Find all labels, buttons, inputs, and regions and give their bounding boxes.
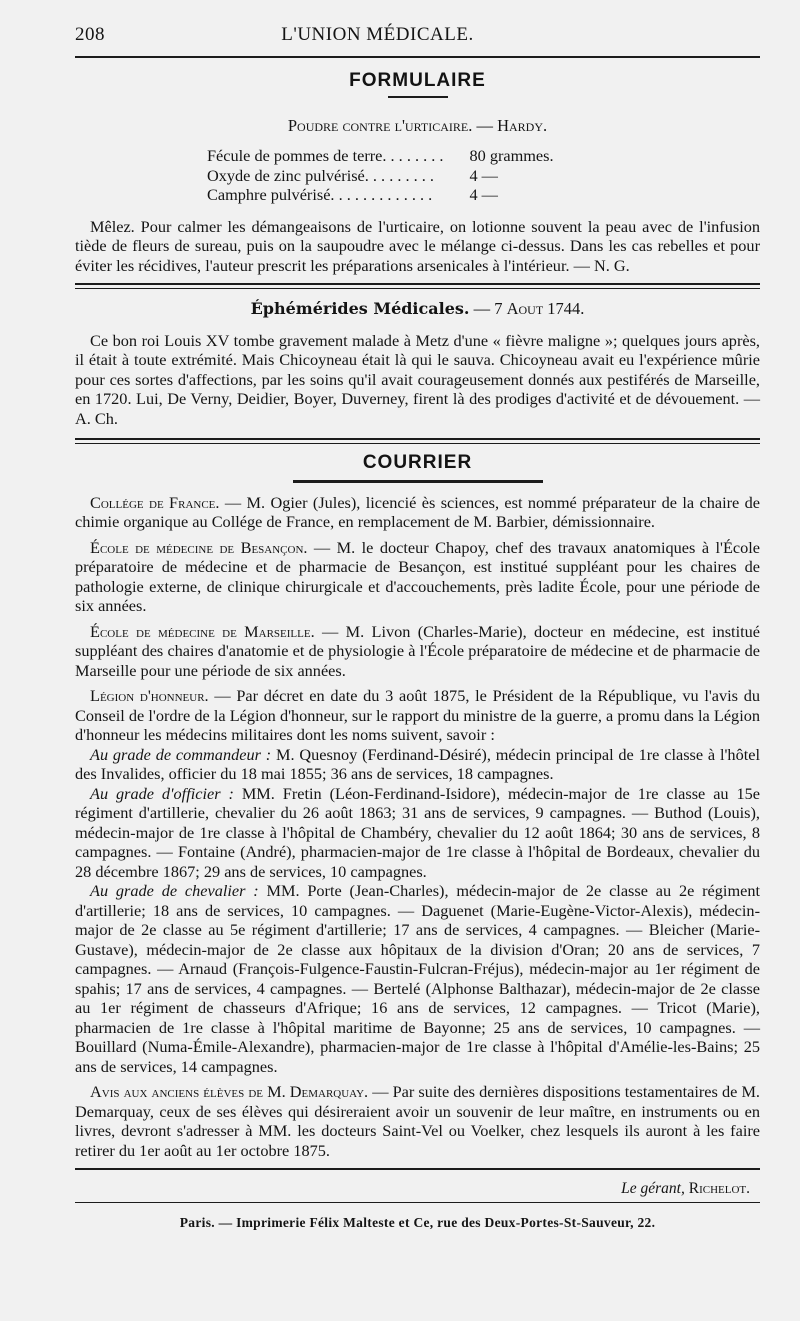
section-divider — [75, 283, 760, 289]
ingredient-name: Oxyde de zinc pulvérisé. . . . . . . . . — [207, 165, 434, 185]
formula-name: Poudre contre l'urticaire — [287, 116, 469, 135]
signature — [75, 1180, 760, 1198]
formulaire-title-rule — [388, 96, 448, 98]
courrier-legion — [75, 686, 760, 745]
ingredient-qty: 4 — — [469, 165, 498, 185]
commandeur-text: M. Quesnoy (Ferdinand-Désiré), médecin principal de 1re classe à l'hôtel des Invalides, officier du 18 mai 1855; 36 ans de services, 18 campagnes. — [75, 744, 760, 783]
journal-title: L'UNION MÉDICALE. — [281, 24, 474, 45]
formulaire-title: FORMULAIRE — [349, 70, 486, 91]
page-header — [75, 0, 760, 56]
ephemerides-date-year: 1744. — [543, 298, 585, 318]
formula-text: Mêlez. Pour calmer les démangeaisons de l'urticaire, on lotionne souvent la peau avec de l'infusion tiède de fleurs de sureau, puis on la saupoudre avec le mélange ci-dessus. Dans les cas rebelles et pour éviter les récidives, l'auteur prescrit les préparations arsenicales à l'intérieur. — N. G. — [75, 216, 760, 275]
ephemerides-heading — [75, 299, 760, 319]
ephemerides-date-month: Aout — [506, 298, 544, 318]
besancon-label: École de médecine de Besançon. — [90, 537, 308, 557]
header-rule — [75, 56, 760, 58]
ephemerides-section — [75, 299, 760, 429]
page-number: 208 — [75, 24, 105, 45]
courrier-title: COURRIER — [362, 451, 473, 473]
ephemerides-date-prefix: — 7 — [469, 298, 507, 318]
formula-sep: . — — [468, 116, 498, 135]
ingredient-qty: 80 grammes. — [469, 146, 554, 165]
officier-text: MM. Fretin (Léon-Ferdinand-Isidore), médecin-major de 1re classe au 15e régiment d'artillerie, chevalier du 26 août 1863; 31 ans de services, 9 campagnes. — Buthod (Louis), médecin-major de 1re classe à l'hôpital de Chambéry, chevalier du 12 août 1864; 30 ans de services, 8 campagnes. — Fontaine (André), pharmacien-major de 1re classe à l'hôpital de Bordeaux, chevalier du 28 décembre 1867; 29 ans de services, 10 campagnes. — [75, 783, 760, 881]
courrier-commandeur — [75, 745, 760, 784]
signature-end: . — [746, 1180, 750, 1197]
formulaire-section — [75, 70, 760, 275]
college-label: Collége de France. — [90, 492, 220, 512]
ephemerides-title: Éphémérides Médicales. — [250, 298, 470, 318]
officier-label: Au grade d'officier : — [90, 783, 234, 803]
marseille-label: École de médecine de Marseille. — [90, 621, 315, 641]
legion-text: — Par décret en date du 3 août 1875, le Président de la République, vu l'avis du Conseil de l'ordre de la Légion d'honneur, sur le rapport du ministre de la guerre, a promu dans la Légion d'honneur les médecins militaires dont les noms suivent, savoir : — [75, 686, 761, 744]
signature-role: Le gérant, — [621, 1180, 685, 1197]
imprint-rule — [75, 1202, 760, 1203]
legion-label: Légion d'honneur. — [90, 686, 209, 705]
avis-label: Avis aux anciens élèves de M. Demarquay. — [90, 1082, 369, 1101]
courrier-officier — [75, 784, 760, 882]
signature-name: Richelot — [688, 1180, 747, 1197]
section-divider — [75, 438, 760, 444]
formula-heading — [75, 116, 760, 136]
avis-text: — Par suite des dernières dispositions testamentaires de M. Demarquay, ceux de ses élèves qui désireraient avoir un souvenir de leur maître, en instruments ou en livres, devront s'adresser à MM. les docteurs Saint-Vel ou Voelker, chez lesquels ils auront à les faire retirer du 1er août au 1er octobre 1875. — [75, 1082, 760, 1160]
ingredient-row — [207, 166, 554, 186]
chevalier-text: MM. Porte (Jean-Charles), médecin-major de 2e classe au 2e régiment d'artillerie; 18 ans de services, 10 campagnes. — Daguenet (Marie-Eugène-Victor-Alexis), médecin-major de 2e classe au 5e régiment d'artillerie; 17 ans de services, 4 campagnes. — Bleicher (Marie-Gustave), médecin-major de 2e classe aux hôpitaux de la division d'Oran; 20 ans de services, 7 campagnes. — Arnaud (François-Fulgence-Faustin-Fulcran-Fréjus), médecin-major au 1er régiment de spahis; 17 ans de services, 4 campagnes. — Bertelé (Alphonse Balthazar), médecin-major de 2e classe au 1er régiment de chasseurs d'Afrique; 16 ans de services, 12 campagnes. — Tricot (Marie), pharmacien de 1re classe à l'hôpital maritime de Bayonne; 25 ans de services, 10 campagnes. — Bouillard (Numa-Émile-Alexandre), pharmacien-major de 1re classe à l'hôpital d'Amélie-les-Bains; 25 ans de services, 14 campagnes. — [75, 881, 760, 1076]
courrier-chevalier — [75, 881, 760, 1076]
formula-author: Hardy — [497, 116, 543, 135]
courrier-section — [75, 452, 760, 1161]
college-text: — M. Ogier (Jules), licencié ès sciences, est nommé préparateur de la chaire de chimie organique au Collége de France, en remplacement de M. Barbier, démissionnaire. — [75, 492, 760, 531]
courrier-college — [75, 493, 760, 532]
ingredients-table — [207, 146, 554, 205]
courrier-avis — [75, 1082, 760, 1160]
footer-rule — [75, 1168, 760, 1170]
chevalier-label: Au grade de chevalier : — [90, 881, 259, 900]
ingredient-row — [207, 146, 554, 166]
ingredient-name: Camphre pulvérisé. . . . . . . . . . . . . — [207, 185, 433, 204]
courrier-marseille — [75, 622, 760, 681]
besancon-text: — M. le docteur Chapoy, chef des travaux anatomiques à l'École préparatoire de médecine et de pharmacie de Besançon, est institué suppléant pour les chaires de pathologie externe, de clinique chirurgicale et d'accouchements, près ladite École, pour une période de six années. — [75, 537, 761, 615]
printer-imprint: Paris. — Imprimerie Félix Malteste et Ce, rue des Deux-Portes-St-Sauveur, 22. — [179, 1215, 656, 1230]
ingredient-qty: 4 — — [469, 185, 498, 204]
formula-end: . — [543, 116, 548, 135]
courrier-title-rule — [293, 480, 543, 483]
commandeur-label: Au grade de commandeur : — [90, 744, 272, 764]
ingredient-name: Fécule de pommes de terre. . . . . . . . — [207, 146, 444, 165]
ingredient-row — [207, 185, 554, 205]
courrier-besancon — [75, 538, 760, 616]
ephemerides-text: Ce bon roi Louis XV tombe gravement malade à Metz d'une « fièvre maligne »; quelques jours après, il était à toute extrémité. Mais Chicoyneau était là qui le sauva. Chicoyneau avait eu l'expérience mûrie pour ces sortes d'affections, par les soins qu'il avait courageusement donnés aux pestiférés de Marseille, en 1720. Lui, De Verny, Deidier, Boyer, Duverney, firent là des prodiges d'activité et de dévouement. — A. Ch. — [75, 330, 760, 428]
marseille-text: — M. Livon (Charles-Marie), docteur en médecine, est institué suppléant des chaires d'anatomie et de physiologie à l'École préparatoire de médecine et de pharmacie de Marseille pour une période de six années. — [75, 621, 760, 680]
